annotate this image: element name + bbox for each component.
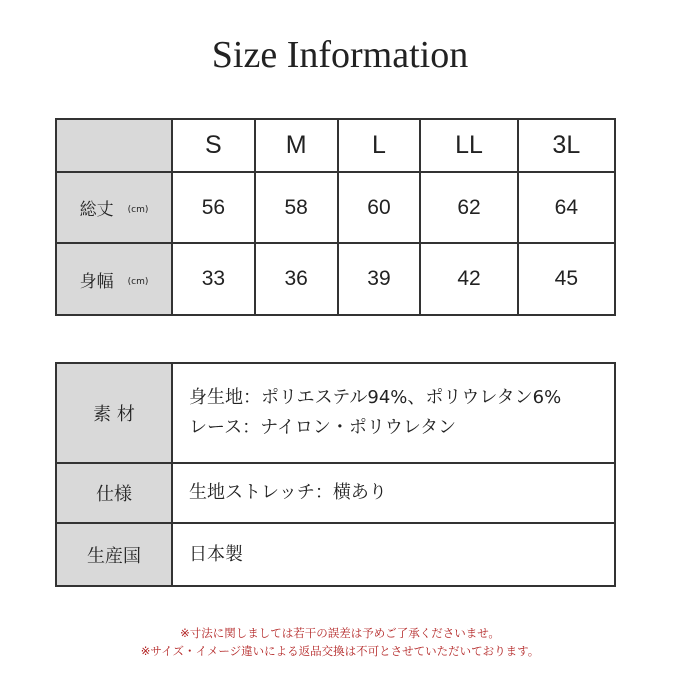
table-row: [56, 363, 615, 463]
origin-content: 日本製: [172, 523, 615, 586]
table-row: [56, 463, 615, 523]
table-cell: 36: [255, 243, 338, 315]
size-table: [55, 118, 616, 316]
table-cell: 58: [255, 172, 338, 243]
table-cell: 60: [338, 172, 421, 243]
table-cell: 42: [420, 243, 517, 315]
note-line: ※寸法に関しましては若干の誤差は予めご了承くださいませ。: [180, 626, 500, 640]
row-unit: (cm): [127, 205, 149, 215]
page-title: Size Information: [211, 34, 469, 76]
spec-table: [55, 362, 616, 587]
table-cell: 64: [518, 172, 615, 243]
table-cell: 56: [172, 172, 255, 243]
table-cell: 45: [518, 243, 615, 315]
row-label-text: 総丈: [79, 200, 114, 220]
size-header-m: M: [255, 119, 338, 172]
row-label-width: [56, 243, 172, 315]
table-row: [56, 523, 615, 586]
table-row: [56, 172, 615, 243]
spec-label: 仕様: [56, 463, 172, 523]
size-header-s: S: [172, 119, 255, 172]
row-label-text: 身幅: [79, 271, 114, 292]
notes: [0, 624, 680, 660]
size-header-row: [56, 119, 615, 172]
material-content: [172, 363, 615, 463]
size-header-ll: LL: [420, 119, 517, 172]
size-header-3l: 3L: [518, 119, 615, 172]
row-label-length: [56, 172, 172, 243]
material-line: 身生地：ポリエステル94%、ポリウレタン6%: [189, 387, 562, 408]
table-cell: 62: [420, 172, 517, 243]
material-line: レース：ナイロン・ポリウレタン: [189, 417, 457, 438]
material-label: 素 材: [56, 363, 172, 463]
table-row: [56, 243, 615, 315]
row-unit: (cm): [127, 276, 149, 287]
origin-label: 生産国: [56, 523, 172, 586]
spec-content: 生地ストレッチ：横あり: [172, 463, 615, 523]
table-cell: 33: [172, 243, 255, 315]
size-header-l: L: [338, 119, 421, 172]
table-cell: 39: [338, 243, 421, 315]
note-line: ※サイズ・イメージ違いによる返品交換は不可とさせていただいております。: [140, 644, 540, 658]
corner-cell: [56, 119, 172, 172]
